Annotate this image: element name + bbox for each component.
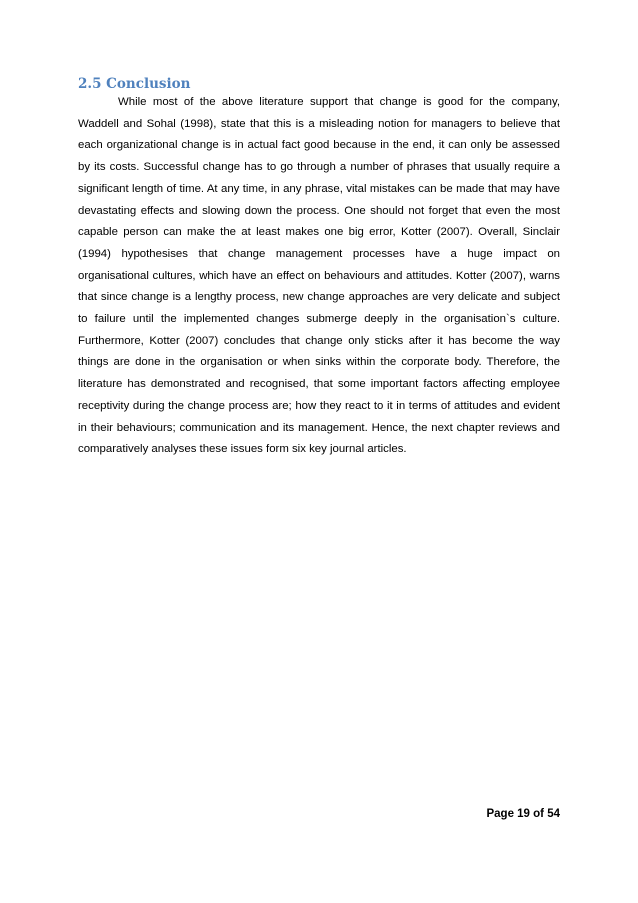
conclusion-paragraph: While most of the above literature support that change is good for the company, Waddell and Sohal (1998), state that this is a misleading notion for managers to believe that each organizational change is in actual fact good because in the end, it can only be assessed by its costs. Successful change has to go through a number of phrases that usually require a significant length of time. At any time, in any phrase, vital mistakes can be made that may have devastating effects and slowing down the process. One should not forget that even the most capable person can make the at least makes one big error, Kotter (2007). Overall, Sinclair (1994) hypothesises that change management processes have a huge impact on organisational cultures, which have an effect on behaviours and attitudes. Kotter (2007), warns that since change is a lengthy process, new change approaches are very delicate and subject to failure until the implemented changes submerge deeply in the organisation`s culture. Furthermore, Kotter (2007) concludes that change only sticks after it has become the way things are done in the organisation or when sinks within the corporate body. Therefore, the literature has demonstrated and recognised, that some important factors affecting employee receptivity during the change process are; how they react to it in terms of attitudes and evident in their behaviours; communication and its management. Hence, the next chapter reviews and comparatively analyses these issues form six key journal articles. xyxy=(78,96,560,456)
page-number: Page 19 of 54 xyxy=(486,808,560,820)
section-heading: 2.5 Conclusion xyxy=(78,76,191,92)
